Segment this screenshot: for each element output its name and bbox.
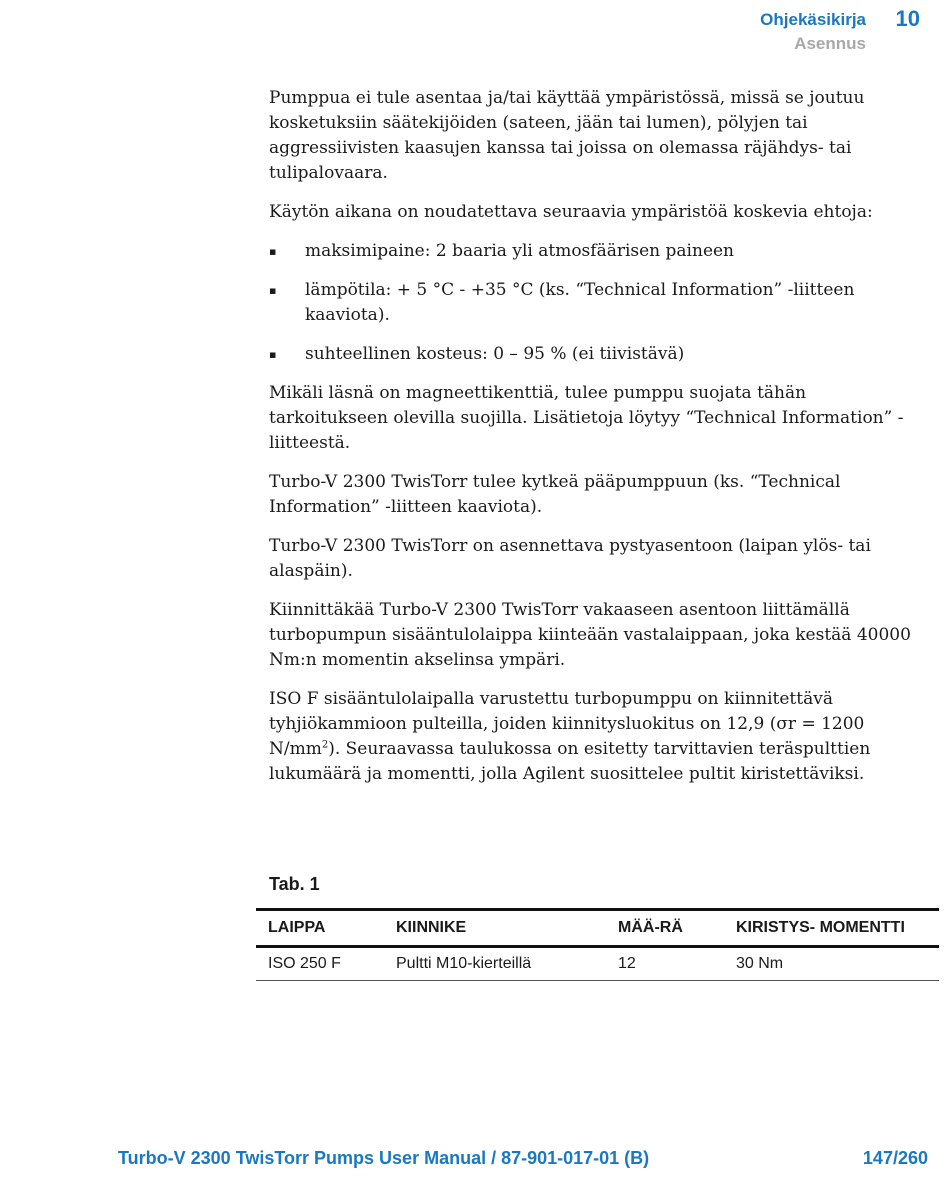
table-cell-quantity: 12 — [618, 955, 636, 972]
column-header-fastener: KIINNIKE — [396, 919, 467, 936]
paragraph-operating-conditions: Käytön aikana on noudatettava seuraavia ympäristöä koskevia ehtoja: — [269, 202, 873, 222]
table-cell-fastener: Pultti M10-kierteillä — [396, 955, 532, 972]
conditions-list — [269, 239, 929, 367]
paragraph-bolts-text-start: ISO F sisääntulolaipalla varustettu turbopumppu on kiinnitettävä tyhjiökammioon pulteilla, joiden kiinnitysluokitus on 12,9 (σr = 1200 N/mm — [269, 689, 865, 759]
paragraph-fixing: Kiinnittäkää Turbo-V 2300 TwisTorr vakaaseen asentoon liittämällä turbopumpun sisääntulolaippa kiinteään vastalaippaan, joka kestää 40000 Nm:n momentin akselinsa ympäri. — [269, 600, 911, 670]
list-item-text: maksimipaine: 2 baaria yli atmosfäärisen paineen — [305, 241, 735, 261]
paragraph-forepump-connection: Turbo-V 2300 TwisTorr tulee kytkeä pääpumppuun (ks. “Technical Information” -liitteen kaaviota). — [269, 472, 841, 517]
main-content — [269, 86, 929, 801]
bolt-table — [256, 908, 939, 981]
list-item — [269, 278, 929, 328]
table-cell-flange: ISO 250 F — [268, 955, 341, 972]
footer-page-number: 147/260 — [862, 1148, 928, 1168]
table-header-row — [256, 910, 939, 947]
paragraph-bolts-text-end: ). Seuraavassa taulukossa on esitetty tarvittavien teräspulttien lukumäärä ja momentti, jolla Agilent suosittelee pultit kiristettäviksi. — [269, 739, 871, 784]
list-item-text: lämpötila: + 5 °C - +35 °C (ks. “Technical Information” -liitteen kaaviota). — [305, 280, 855, 325]
table-cell-torque: 30 Nm — [736, 955, 784, 972]
table-row — [256, 947, 939, 981]
table-caption: Tab. 1 — [269, 874, 320, 894]
paragraph-mounting-orientation: Turbo-V 2300 TwisTorr on asennettava pystyasentoon (laipan ylös- tai alaspäin). — [269, 536, 871, 581]
bullet-icon: ▪ — [269, 284, 277, 297]
list-item — [269, 342, 929, 367]
page-header — [606, 6, 926, 58]
paragraph-magnetic-fields: Mikäli läsnä on magneettikenttiä, tulee pumppu suojata tähän tarkoitukseen olevilla suojilla. Lisätietoja löytyy “Technical Information” -liitteestä. — [269, 383, 904, 453]
footer-manual-title: Turbo-V 2300 TwisTorr Pumps User Manual / 87-901-017-01 (B) — [118, 1148, 650, 1168]
column-header-quantity: MÄÄ-RÄ — [618, 919, 683, 936]
list-item — [269, 239, 929, 264]
paragraph-environment-warning: Pumppua ei tule asentaa ja/tai käyttää ympäristössä, missä se joutuu kosketuksiin säätekijöiden (sateen, jään tai lumen), pölyjen tai aggressiivisten kaasujen kanssa tai joissa on olemassa räjähdys- tai tulipalovaara. — [269, 88, 865, 183]
superscript: 2 — [321, 739, 329, 751]
bullet-icon: ▪ — [269, 245, 277, 258]
header-chapter-number: 10 — [895, 6, 920, 31]
header-chapter-title: Ohjekäsikirja — [760, 10, 866, 29]
header-section-title: Asennus — [794, 34, 866, 53]
column-header-flange: LAIPPA — [268, 919, 326, 936]
paragraph-bolts — [269, 687, 929, 787]
bullet-icon: ▪ — [269, 348, 277, 361]
column-header-torque: KIRISTYS- MOMENTTI — [736, 919, 905, 936]
list-item-text: suhteellinen kosteus: 0 – 95 % (ei tiivistävä) — [305, 344, 685, 364]
